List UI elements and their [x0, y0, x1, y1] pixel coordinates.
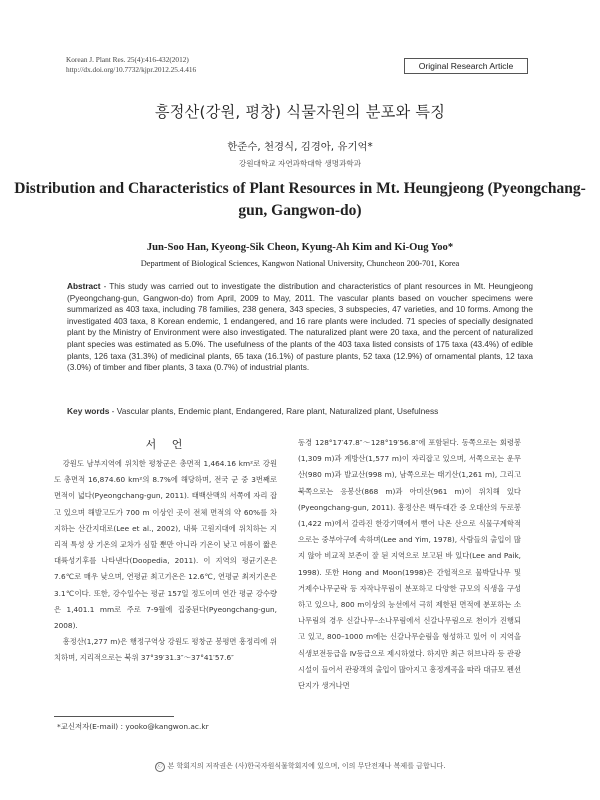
article-type-badge: Original Research Article — [404, 58, 528, 74]
corresponding-author-email[interactable]: : yooko@kangwon.ac.kr — [118, 722, 209, 731]
abstract — [67, 281, 533, 374]
copyright-footer — [0, 761, 600, 772]
copyright-icon: ⓒ — [156, 763, 163, 770]
korean-title: 흥정산(강원, 평창) 식물자원의 분포와 특징 — [154, 103, 446, 121]
footnote-divider — [54, 716, 174, 717]
english-authors: Jun-Soo Han, Kyeong-Sik Cheon, Kyung-Ah Kim and Ki-Oug Yoo* — [146, 242, 454, 253]
keywords-text: - Vascular plants, Endemic plant, Endangered, Rare plant, Naturalized plant, Usefulness — [109, 406, 439, 416]
introduction-heading: 서 언 — [145, 438, 189, 451]
korean-authors: 한준수, 천경식, 김경아, 유기억* — [227, 141, 373, 153]
doi-link[interactable]: http://dx.doi.org/10.7732/kjpr.2012.25.4.416 — [66, 64, 197, 74]
korean-affiliation: 강원대학교 자연과학대학 생명과학과 — [238, 159, 362, 168]
abstract-text: - This study was carried out to investigate the distribution and characteristics of plant resources in Mt. Heungjeong (Pyeongchang-gun, Gangwon-do) from April, 2009 to May, 2011. The vascular plants based on voucher specimens were summarized as 403 taxa, including 78 families, 238 genera, 343 species, 3 subspecies, 47 varieties, and 10 forms. Among the investigated 403 taxa, 8 Korean endemic, 1 endangered, and 16 rare plants were included. 71 species of specially designated plant by the Ministry of Environment were also investigated. The naturalized plant were 20 taxa, and the percent of naturalized plant species was estimated as 5.0%. The usefulness of the plants of the 403 taxa listed consists of 175 taxa (43.4%) of edible plants, 126 taxa (31.3%) of medicinal plants, 65 taxa (16.1%) of pasture plants, 52 taxa (12.9%) of ornamental plants, 12 taxa (3.0%) of timber and fiber plants, 3 taxa (0.7%) of industrial plants. — [67, 282, 533, 373]
journal-citation: Korean J. Plant Res. 25(4):416-432(2012) — [66, 55, 189, 64]
intro-paragraph-1: 강원도 남부지역에 위치한 평창군은 총면적 1,464.16 km²로 강원도 총면적 16,874.60 km²의 8.7%에 해당하며, 전국 군 중 3번째로 면적이 넓다(Pyeongchang-gun, 2011). 태백산맥의 서쪽에 자리 잡고 있으며 해발고도가 700 m 이상인 곳이 전체 면적의 약 60%를 차지하는 산간지대로(Lee et al., 2002), 내륙 고원지대에 위치하는 지리적 특성 상 기온의 교차가 심할 뿐만 아니라 기온이 낮고 여름이 짧은 대륙성기후를 나타낸다(Doopedia, 2011). 이 지역의 평균기온은 7.6℃로 매우 낮으며, 연평균 최고기온은 12.6℃, 연평균 최저기온은 3.1℃이다. 또한, 강수일수는 평균 157일 정도이며 연간 평균 강수량은 1,401.1 mm로 주로 7-9월에 집중된다(Pyeongchang-gun, 2008). — [54, 459, 277, 631]
abstract-label: Abstract — [67, 282, 101, 291]
keywords — [67, 406, 533, 416]
corresponding-author — [57, 721, 209, 732]
intro-paragraph-2: 흥정산(1,277 m)은 행정구역상 강원도 평창군 봉평면 흥정리에 위치하며, 지리적으로는 북위 37°39′31.3″～37°41′57.6″ — [54, 637, 277, 663]
corresponding-author-label: *교신저자(E-mail) — [57, 722, 119, 731]
keywords-label: Key words — [67, 406, 110, 416]
english-title: Distribution and Characteristics of Plant Resources in Mt. Heungjeong (Pyeongchang-gun, Gangwon-do) — [14, 180, 586, 220]
right-column — [298, 435, 521, 694]
journal-citation-block — [66, 55, 196, 75]
intro-paragraph-continued: 동경 128°17′47.8″～128°19′56.8″에 포함된다. 동쪽으로는 회령봉(1,309 m)과 계방산(1,577 m)이 자리잡고 있으며, 서쪽으로는 운무산(980 m)과 발교산(998 m), 남쪽으로는 태기산(1,261 m), 그리고 북쪽으로는 응봉산(868 m)과 아미산(961 m)이 위치해 있다(Pyeongchang-gun, 2011). 흥정산은 백두대간 중 오대산의 두로봉(1,422 m)에서 갈라진 한강기맥에서 뻗어 나온 산으로 식물구계학적으로는 중부아구에 속하며(Lee and Yim, 1978), 사람들의 출입이 많지 않아 비교적 보존이 잘 된 지역으로 보고된 바 있다(Lee and Paik, 1998). 또한 Hong and Moon(1998)은 간헐적으로 물박달나무 및 거제수나무군락 등 자작나무림이 분포하고 다양한 규모의 식생을 구성하고 있으나, 800 m이상의 능선에서 극히 제한된 면적에 분포하는 소나무림의 경우 신갈나무–소나무림에서 신갈나무림으로 천이가 진행되고 있고, 800–1000 m에는 신갈나무순림을 형성하고 있어 이 지역을 식생보전등급을 Ⅳ등급으로 제시하였다. 하지만 최근 허브나라 등 관광시설이 들어서 관광객의 출입이 많아지고 흥정계곡을 따라 대규모 펜션단지가 생겨나면 — [298, 438, 521, 691]
left-column — [54, 456, 277, 667]
english-affiliation: Department of Biological Sciences, Kangwon National University, Chuncheon 200-701, Korea — [140, 259, 460, 268]
copyright-text: 본 학회지의 저작권은 (사)한국자원식물학회지에 있으며, 이의 무단전재나 복제를 금합니다. — [167, 762, 446, 770]
